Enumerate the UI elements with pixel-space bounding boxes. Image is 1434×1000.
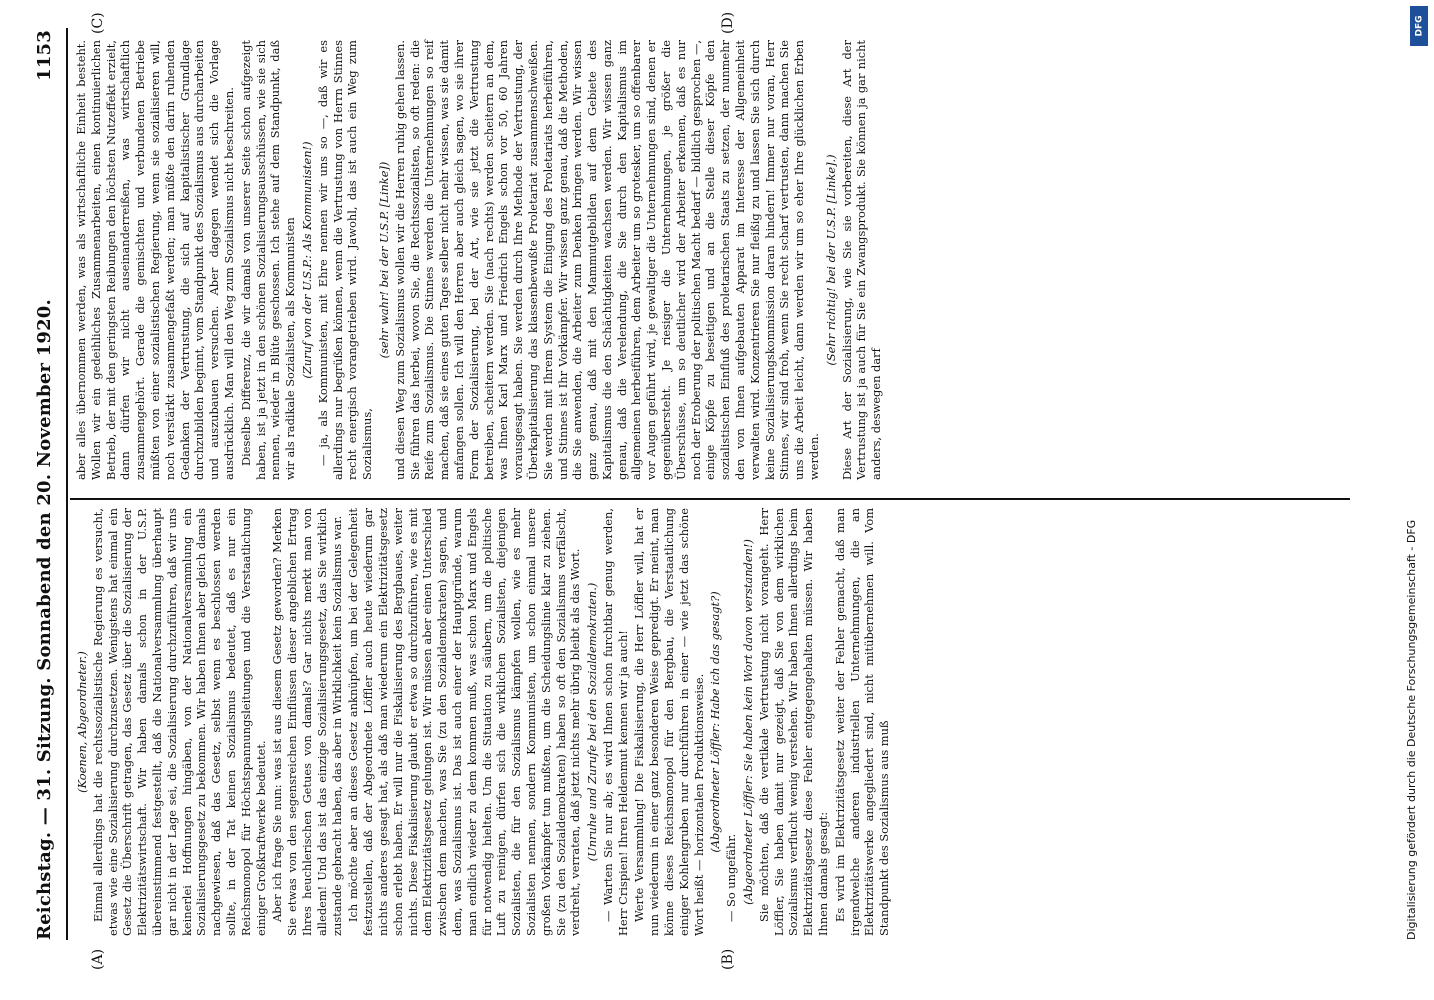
paragraph: Sie möchten, daß die vertikale Vertrustung nicht vorangeht. Herr Löffler, Sie haben damit nur gezeigt, daß Sie von dem wirklichen Sozialismus verflucht wenig verstehen. Wir haben Ihnen allerdings beim Elektrizitätsgesetz diese Fehler entgegengehalten müssen. Wir haben Ihnen damals gesagt: <box>756 508 831 936</box>
paragraph: Diese Art der Sozialisierung, wie Sie sie vorbereiten, diese Art der Vertrustung ist ja auch für Sie ein Zwangsprodukt. Sie können ja gar nicht anders, deswegen darf <box>839 40 884 480</box>
margin-marker-b: (B) <box>720 948 736 970</box>
digitization-note-text: Digitalisierung gefördert durch die Deutsche Forschungsgemeinschaft - DFG <box>1405 519 1418 940</box>
interjection: (Abgeordneter Löffler: Sie haben kein Wort davon verstanden!) <box>741 539 756 905</box>
paragraph: — Warten Sie nur ab; es wird Ihnen schon furchtbar genug werden, Herr Crispien! Ihren Heldenmut kennen wir ja auch! <box>600 508 630 936</box>
paragraph: aber alles übernommen werden, was als wirtschaftliche Einheit besteht. Wollen wir ein gedeihliches Zusammenarbeiten, einen kontinuierlichen Betrieb, der mit den geringsten Reibungen den höchsten Nutzeffekt erzielt, dann dürfen wir nicht auseinanderreißen, was wirtschaftlich zusammengehört. Gerade die gemischten und verbundenen Betriebe müßten von einer sozialistischen Regierung, wenn sie sozialisieren will, noch verstärkt zusammengefaßt werden; man müßte den darin ruhenden Gedanken der Vertrustung, die sich auf kapitalistischer Grundlage durchzubilden beginnt, vom Standpunkt des Sozialismus aus durcharbeiten und auszubauen versuchen. Aber dagegen wendet sich die Vorlage ausdrücklich. Man will den Weg zum Sozialismus nicht beschreiten. <box>74 40 236 480</box>
interjection: (sehr wahr! bei der U.S.P. [Linke]) <box>376 161 391 359</box>
digitization-note <box>1405 80 1425 940</box>
dfg-logo: DFG <box>1410 6 1428 46</box>
header-rule <box>66 28 68 940</box>
page-header <box>28 30 62 940</box>
header-title: Reichstag. — 31. Sitzung. Sonnabend den 20. November 1920. <box>34 298 55 940</box>
paragraph: Dieselbe Differenz, die wir damals von unserer Seite schon aufgezeigt haben, ist ja jetzt in den schönen Sozialisierungsausschüssen, wie sie sich nennen, wieder in Blüte geschossen. Ich stehe auf dem Standpunkt, daß wir als radikale Sozialisten, als Kommunisten <box>238 40 298 480</box>
interjection: (Zuruf von der U.S.P.: Als Kommunisten!) <box>299 141 314 379</box>
paragraph: Werte Versammlung! Die Fiskalisierung, die Herr Löffler will, hat er nun wiederum in einer ganz besonderen Weise gepredigt. Er meint, man könne dieses Reichsmonopol für den Bergbau, die Verstaatlichung einiger Kohlengruben nur durchführen in einer — wie jetzt das schöne Wort heißt — horizontalen Produktionsweise. <box>632 508 706 936</box>
paragraph: Einmal allerdings hat die rechtssozialistische Regierung es versucht, etwas wie eine Sozialisierung durchzusetzen. Wenigstens hat einmal ein Gesetz die Überschrift getragen, das Gesetz über die Sozialisierung der Elektrizitätswirtschaft. Wir haben damals schon in der U.S.P. übereinstimmend festgestellt, daß die Nationalversammlung überhaupt gar nicht in der Lage sei, die Sozialisierung durchzuführen, daß wir uns keinerlei Hoffnungen hingäben, von der Nationalversammlung ein Sozialisierungsgesetz zu bekommen. Wir haben Ihnen aber gleich damals nachgewiesen, daß das Gesetz, selbst wenn es beschlossen werden sollte, in der Tat keinen Sozialismus bedeutet, daß es nur ein Reichsmonopol für Höchstspannungsleitungen und die Verstaatlichung einiger Großkraftwerke bedeutet. <box>90 508 268 936</box>
right-column <box>74 40 886 480</box>
left-column <box>74 508 894 936</box>
page-number: 1153 <box>34 30 55 81</box>
paragraph: — So ungefähr. <box>724 833 739 922</box>
paragraph: Es wird im Elektrizitätsgesetz weiter der Fehler gemacht, daß man irgendwelche anderen industriellen Unternehmungen, die an Elektrizitätswerke angegliedert sind, nicht mitübernehmen will. Vom Standpunkt des Sozialismus aus muß <box>832 508 892 936</box>
paragraph: Aber ich frage Sie nun: was ist aus diesem Gesetz geworden? Merken Sie etwas von den segensreichen Einflüssen dieser angeblichen Ertrag Ihres heuchlerischen Getues von damals? Gar nichts merkt man von alledem! Und das ist das einzige Sozialisierungsgesetz, das Sie wirklich zustande gebracht haben, das aber in Wirklichkeit kein Sozialismus war. <box>270 508 344 936</box>
paragraph: — ja, als Kommunisten, mit Ehre nennen wir uns so —, daß wir es allerdings nur begrüßen können, wenn die Vertrustung von Herrn Stinnes recht energisch vorangetrieben wird. Jawohl, das ist auch ein Weg zum Sozialismus, <box>315 40 375 480</box>
interjection: (Abgeordneter Löffler: Habe ich das gesagt?) <box>708 591 723 853</box>
interjection: (Unruhe und Zurufe bei den Sozialdemokraten.) <box>585 582 600 862</box>
interjection: (Sehr richtig! bei der U.S.P. [Linke].) <box>823 154 838 366</box>
speaker-label: (Koenen, Abgeordneter.) <box>75 651 89 793</box>
margin-marker-a: (A) <box>90 948 106 970</box>
paragraph: Ich möchte aber an dieses Gesetz anknüpfen, um bei der Gelegenheit festzustellen, daß der Abgeordnete Löffler auch heute wiederum gar nichts anderes gesagt hat, als daß man wiederum ein Elektrizitätsgesetz schon erlebt haben. Er will nur die Fiskalisierung des Bergbaues, weiter nichts. Diese Fiskalisierung glaubt er etwa so durchzuführen, wie es mit dem Elektrizitätsgesetz gelungen ist. Wir müssen aber einen Unterschied zwischen dem machen, was Sie (zu den Sozialdemokraten) sagen, und dem, was Sozialismus ist. Das ist auch einer der Hauptgründe, warum man endlich wieder zu dem kommen muß, was schon Marx und Engels für notwendig hielten. Um die Situation zu säubern, um die politische Luft zu reinigen, dürfen sich die wirklichen Sozialisten, diejenigen Sozialisten, die für den Sozialismus kämpfen wollen, wie es mehr Sozialisten nennen, sondern Kommunisten, um schon einmal unsere großen Vorkämpfer tun mußten, um die Scheidungslinie klar zu ziehen. Sie (zu den Sozialdemokraten) haben so oft den Sozialismus verfälscht, verdreht, verraten, daß jetzt nichts mehr übrig bleibt als das Wort. <box>346 508 583 936</box>
margin-marker-c: (C) <box>90 12 106 34</box>
margin-marker-d: (D) <box>720 11 736 34</box>
paragraph: und diesen Weg zum Sozialismus wollen wir die Herren ruhig gehen lassen. Sie führen das herbei, wovon Sie, die Rechtssozialisten, so oft reden: die Reife zum Sozialismus. Die Stinnes werden die Unternehmungen so reif machen, daß sie eines guten Tages selber nicht mehr wissen, was sie damit anfangen sollen. Ich will den Herren aber auch gleich sagen, wo sie ihrer Form der Sozialisierung, bei der Art, wie sie jetzt die Vertrustung betreiben, scheitern werden. Sie (nach rechts) werden scheitern an dem, was Ihnen Karl Marx und Friedrich Engels schon vor 50, 60 Jahren vorausgesagt haben. Sie werden durch Ihre Methode der Vertrustung, der Überkapitalisierung das klassenbewußte Proletariat zusammenschweißen. Sie werden mit Ihrem System die Einigung des Proletariats herbeiführen, und Stinnes ist Ihr Vorkämpfer. Wir wissen ganz genau, daß die Methoden, die Sie anwenden, die Arbeiter zum Denken bringen werden. Wir wissen ganz genau, daß mit den Mammutgebilden auf dem Gebiete des Kapitalismus die den Schächtigkeiten wachsen werden. Wir wissen ganz genau, daß die Verelendung, die Sie durch den Kapitalismus im allgemeinen herbeiführen, dem Arbeiter um so grotesker, um so offenbarer vor Augen geführt wird, je gewaltiger die Unternehmungen sind, denen er gegenübersteht. Je riesiger die Unternehmungen, je größer die Überschüsse, um so deutlicher wird der Arbeiter erkennen, daß es nur noch der Eroberung der politischen Macht bedarf — bildlich gesprochen —, einige Köpfe zu beseitigen und an die Stelle dieser Köpfe den sozialistischen Einfluß des proletarischen Staats zu setzen, der nunmehr den von Ihnen aufgebauten Apparat im Interesse der Allgemeinheit verwalten wird. Konzentrieren Sie nur fleißig zu und lassen Sie sich durch keine Sozialisierungskommission daran hindern! Immer nur voran, Herr Stinnes, wir sind froh, wenn Sie recht scharf vertrusten, dann machen Sie uns die Arbeit leicht, dann werden wir um so eher Ihre glücklichen Erben werden. <box>392 40 822 480</box>
column-divider <box>70 498 1350 500</box>
